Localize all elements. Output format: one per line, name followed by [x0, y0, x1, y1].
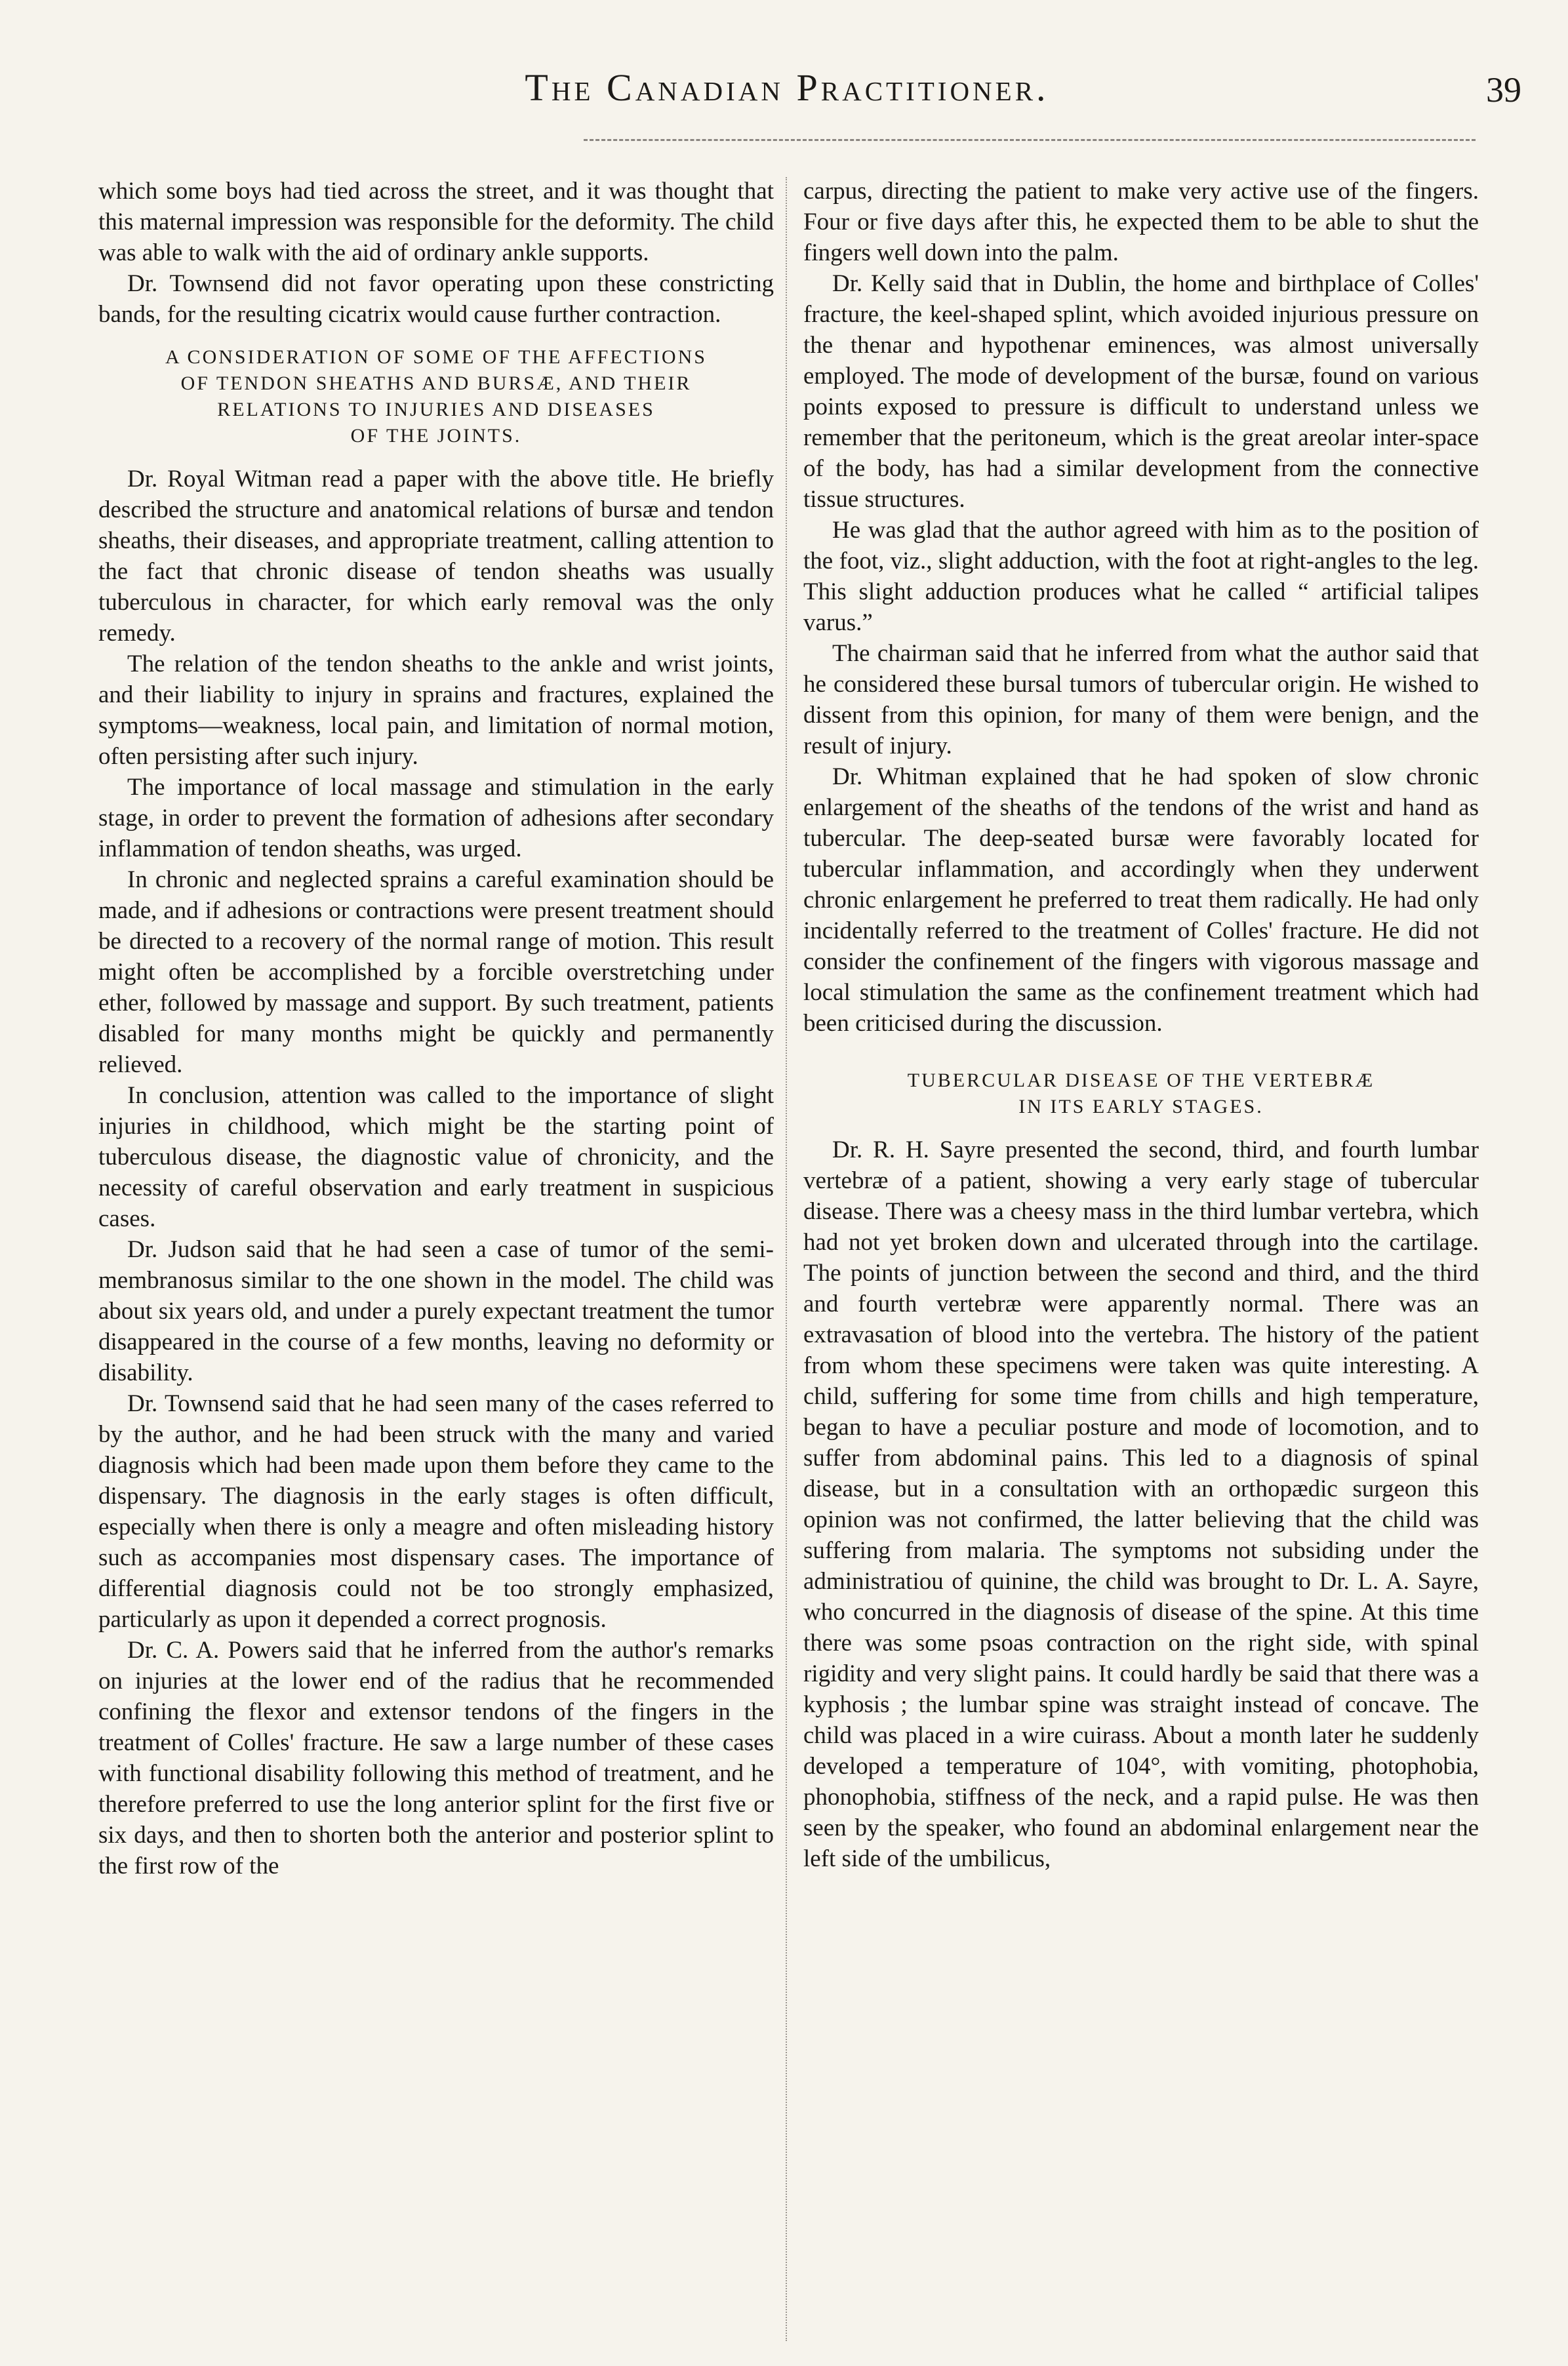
paragraph: Dr. Royal Witman read a paper with the above title. He briefly described the structure and anatomical relations of bursæ and tendon sheaths, their diseases, and appropriate treatment, calling attention to the fact that chronic disease of tendon sheaths was usually tuberculous in character, for which early removal was the only remedy.: [98, 466, 774, 647]
paragraph: The relation of the tendon sheaths to the ankle and wrist joints, and their liability to injury in sprains and fractures, explained the symptoms—weakness, local pain, and limitation of normal motion, often persisting after such injury.: [98, 651, 774, 770]
paragraph: He was glad that the author agreed with him as to the position of the foot, viz., slight adduction, with the foot at right-angles to the leg. This slight adduction produces what he called “ artificial talipes varus.”: [803, 517, 1479, 636]
paragraph: Dr. C. A. Powers said that he inferred from the author's remarks on injuries at the lower end of the radius that he recommended confining the flexor and extensor tendons of the fingers in the treatment of Colles' fracture. He saw a large number of these cases with functional disability following this method of treatment, and he therefore preferred to use the long anterior splint for the first five or six days, and then to shorten both the anterior and posterior splint to the first row of the: [98, 1637, 774, 1879]
paragraph: Dr. Townsend did not favor operating upon these constricting bands, for the resulting cicatrix would cause further contraction.: [98, 270, 774, 328]
paragraph: carpus, directing the patient to make very active use of the fingers. Four or five days after this, he expected them to be able to shut the fingers well down into the palm.: [803, 178, 1479, 266]
running-title: The Canadian Practitioner.: [525, 66, 1049, 109]
paragraph: Dr. Whitman explained that he had spoken of slow chronic enlargement of the sheaths of the tendons of the wrist and hand as tubercular. The deep-seated bursæ were favorably located for tubercular inflammation, and accordingly when they underwent chronic enlargement he preferred to treat them radically. He had only incidentally referred to the treatment of Colles' fracture. He did not consider the confinement of the fingers with vigorous massage and local stimulation the same as the confinement treatment which had been criticised during the discussion.: [803, 763, 1479, 1037]
paragraph: which some boys had tied across the street, and it was thought that this maternal impression was responsible for the deformity. The child was able to walk with the aid of ordinary ankle supports.: [98, 178, 774, 266]
paragraph: Dr. Judson said that he had seen a case of tumor of the semi-membranosus similar to the one shown in the model. The child was about six years old, and under a purely expectant treatment the tumor disappeared in the course of a few months, leaving no deformity or disability.: [98, 1236, 774, 1386]
paragraph: In conclusion, attention was called to the importance of slight injuries in childhood, which might be the starting point of tuberculous disease, the diagnostic value of chronicity, and the necessity of careful observation and early treatment in suspicious cases.: [98, 1082, 774, 1232]
section-heading: [803, 1068, 1479, 1120]
right-column: [803, 176, 1479, 2346]
section-heading: [98, 344, 774, 449]
paragraph: Dr. Kelly said that in Dublin, the home and birthplace of Colles' fracture, the keel-shaped splint, which avoided injurious pressure on the thenar and hypothenar eminences, was almost universally employed. The mode of development of the bursæ, found on various points exposed to pressure is difficult to understand unless we remember that the peritoneum, which is the great areolar inter-space of the body, has had a similar development from the connective tissue structures.: [803, 270, 1479, 513]
left-column: [98, 176, 774, 2346]
paragraph: The chairman said that he inferred from what the author said that he considered these bursal tumors of tubercular origin. He wished to dissent from this opinion, for many of them were benign, and the result of injury.: [803, 640, 1479, 759]
section-heading-line: A CONSIDERATION OF SOME OF THE AFFECTIONS: [165, 346, 707, 368]
header-rule: [584, 139, 1476, 141]
paragraph: Dr. Townsend said that he had seen many of the cases referred to by the author, and he had been struck with the many and varied diagnosis which had been made upon them before they came to the dispensary. The diagnosis in the early stages is often difficult, especially when there is only a meagre and often misleading history such as accompanies most dispensary cases. The importance of differential diagnosis could not be too strongly emphasized, particularly as upon it depended a correct prognosis.: [98, 1390, 774, 1633]
paragraph: In chronic and neglected sprains a careful examination should be made, and if adhesions or contractions were present treatment should be directed to a recovery of the normal range of motion. This result might often be accomplished by a forcible overstretching under ether, followed by massage and support. By such treatment, patients disabled for many months might be quickly and permanently relieved.: [98, 866, 774, 1078]
page-number: 39: [1486, 70, 1521, 110]
section-heading-line: OF THE JOINTS.: [350, 425, 522, 447]
paragraph: Dr. R. H. Sayre presented the second, third, and fourth lumbar vertebræ of a patient, showing a very early stage of tubercular disease. There was a cheesy mass in the third lumbar vertebra, which had not yet broken down and ulcerated through into the cartilage. The points of junction between the second and third, and the third and fourth vertebræ were apparently normal. There was an extravasation of blood into the vertebra. The history of the patient from whom these specimens were taken was quite interesting. A child, suffering for some time from chills and high temperature, began to have a peculiar posture and mode of locomotion, and to suffer from abdominal pains. This led to a diagnosis of spinal disease, but in a consultation with an orthopædic surgeon this opinion was not confirmed, the latter believing that the child was suffering from malaria. The symptoms not subsiding under the administratiou of quinine, the child was brought to Dr. L. A. Sayre, who concurred in the diagnosis of disease of the spine. At this time there was some psoas contraction on the right side, with spinal rigidity and very slight pains. It could hardly be said that there was a kyphosis ; the lumbar spine was straight instead of concave. The child was placed in a wire cuirass. About a month later he suddenly developed a temperature of 104°, with vomiting, photophobia, phonophobia, stiffness of the neck, and a rapid pulse. He was then seen by the speaker, who found an abdominal enlargement near the left side of the umbilicus,: [803, 1136, 1479, 1872]
section-heading-line: IN ITS EARLY STAGES.: [1018, 1096, 1264, 1117]
section-heading-line: OF TENDON SHEATHS AND BURSÆ, AND THEIR: [180, 372, 692, 394]
page-header: [0, 0, 1568, 151]
section-heading-line: TUBERCULAR DISEASE OF THE VERTEBRÆ: [907, 1070, 1375, 1091]
paragraph: The importance of local massage and stimulation in the early stage, in order to prevent the formation of adhesions after secondary inflammation of tendon sheaths, was urged.: [98, 774, 774, 862]
section-heading-line: RELATIONS TO INJURIES AND DISEASES: [217, 399, 655, 420]
column-divider: [786, 177, 787, 2341]
